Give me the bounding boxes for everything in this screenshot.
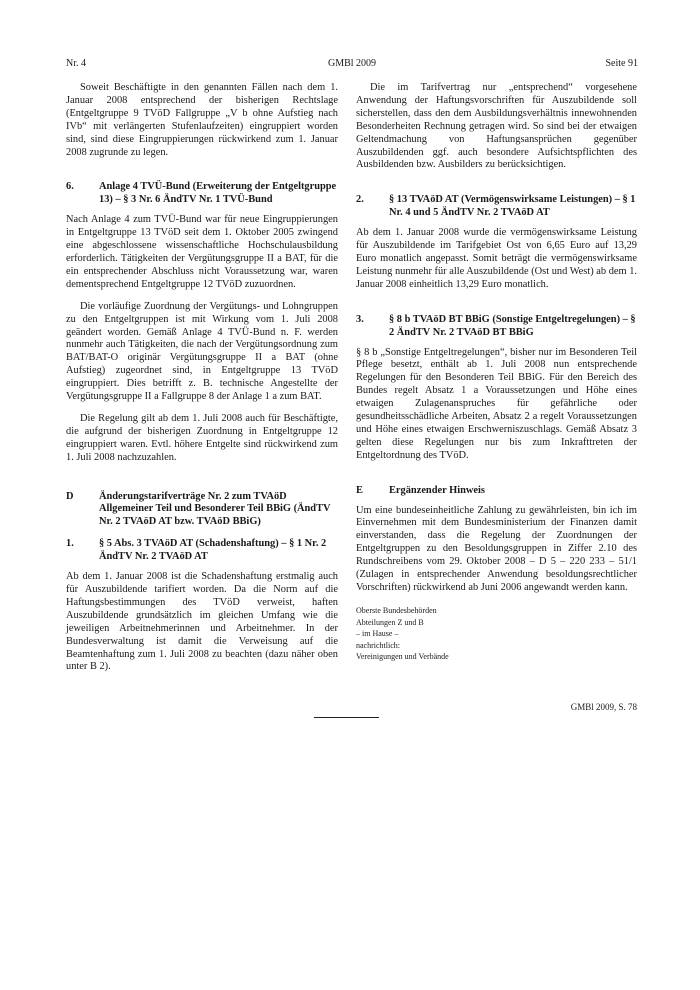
left-column: [66, 82, 338, 674]
paragraph: Ab dem 1. Januar 2008 ist die Schadenshaftung erstmalig auch für Auszubildende tarifiert worden. Da die Norm auf die Haftungsbestimmungen des TVöD verweist, haften Auszubildende grundsätzlich im gleichen Umfang wie die jeweiligen Arbeitnehmerinnen und Arbeitnehmer. In der Bundesverwaltung ist damit die Verweisung auf die Beamtenhaftung zum 1. Juli 2008 zu beachten (dazu näher oben unter B 2).: [66, 571, 338, 673]
right-column: [356, 82, 637, 663]
section-heading-d1: [66, 538, 338, 564]
paragraph: Ab dem 1. Januar 2008 wurde die vermögenswirksame Leistung für Auszubildende im Tarifgebiet Ost von 6,65 Euro auf 13,29 Euro monatlich angepasst. Somit beträgt die vermögenswirksame Leistung nunmehr für alle Auszubildende (Ost und West) ab dem 1. Januar 2008 einheitlich 13,29 Euro monatlich.: [356, 227, 637, 290]
section-heading-d2: [356, 194, 637, 220]
running-header: [66, 57, 638, 71]
section-number: 1.: [66, 538, 74, 550]
addressee-line: – im Hause –: [356, 629, 399, 639]
section-heading-e: [356, 485, 637, 498]
section-number: D: [66, 490, 74, 502]
section-title: Ergänzender Hinweis: [389, 484, 485, 496]
issue-number: Nr. 4: [66, 58, 86, 69]
journal-title: GMBl 2009: [327, 58, 377, 69]
source-reference: GMBl 2009, S. 78: [570, 702, 637, 712]
section-number: 2.: [356, 194, 364, 206]
section-number: E: [356, 484, 363, 496]
addressee-list: [356, 605, 637, 663]
section-title: § 13 TVAöD AT (Vermögenswirksame Leistungen) – § 1 Nr. 4 und 5 ÄndTV Nr. 2 TVAöD AT: [389, 194, 636, 219]
paragraph: Die Regelung gilt ab dem 1. Juli 2008 auch für Beschäftigte, die aufgrund der bisherigen Zuordnung in Entgeltgruppe 12 eingruppiert waren. Evtl. höhere Entgelte sind rückwirkend zum 1. Juli 2008 nachzuzahlen.: [66, 412, 338, 463]
paragraph: Die im Tarifvertrag nur „entsprechend“ vorgesehene Anwendung der Haftungsvorschriften für Auszubildende soll sicherstellen, dass den dem Ausbildungsverhältnis innewohnenden Besonderheiten Rechnung getragen wird. So sind bei der etwaigen Geltendmachung von Haftungsansprüchen gegenüber Auszubildenden ggf. auch besondere Aufsichtspflichten des Ausbildenden bzw. Ausbilders zu berücksichtigen.: [356, 82, 637, 171]
addressee-line: Oberste Bundesbehörden: [356, 605, 437, 615]
section-heading-d3: [356, 314, 637, 340]
section-heading-d: [66, 491, 338, 530]
addressee-line: Vereinigungen und Verbände: [356, 652, 449, 662]
end-rule: [314, 717, 379, 718]
section-title: Änderungstarifverträge Nr. 2 zum TVAöD Allgemeiner Teil und Besonderer Teil BBiG (ÄndTV Nr. 2 TVAöD AT bzw. TVAöD BBiG): [99, 490, 331, 528]
section-number: 3.: [356, 313, 364, 325]
paragraph: Nach Anlage 4 zum TVÜ-Bund war für neue Eingruppierungen in Entgeltgruppe 13 TVöD seit dem 1. Oktober 2005 zwingend eine abgeschlossene wissenschaftliche Hochschulausbildung erforderlich. Tätigkeiten der Vergütungsgruppe II a BAT, für die ein entsprechender Abschluss nicht Voraussetzung war, waren dementsprechend Entgeltgruppe 12 TVöD zuzuordnen.: [66, 214, 338, 290]
section-number: 6.: [66, 181, 74, 193]
section-title: § 8 b TVAöD BT BBiG (Sonstige Entgeltregelungen) – § 2 ÄndTV Nr. 2 TVAöD BT BBiG: [389, 313, 636, 338]
section-title: Anlage 4 TVÜ-Bund (Erweiterung der Entgeltgruppe 13) – § 3 Nr. 6 ÄndTV Nr. 1 TVÜ-Bund: [99, 181, 337, 206]
page-number: Seite 91: [605, 58, 638, 69]
paragraph: Soweit Beschäftigte in den genannten Fällen nach dem 1. Januar 2008 entsprechend der bisherigen Rechtslage (Entgeltgruppe 9 TVöD Fallgruppe „V b ohne Aufstieg nach IVb“ mit verlängerten Stufenlaufzeiten) eingruppiert worden sind, sind diese Eingruppierungen rückwirkend zum 1. Januar 2008 zugrunde zu legen.: [66, 82, 338, 158]
section-title: § 5 Abs. 3 TVAöD AT (Schadenshaftung) – § 1 Nr. 2 ÄndTV Nr. 2 TVAöD AT: [99, 538, 327, 563]
section-heading-6: [66, 181, 338, 207]
paragraph: Die vorläufige Zuordnung der Vergütungs- und Lohngruppen zu den Entgeltgruppen ist mit Wirkung vom 1. Juli 2008 geändert worden. Gemäß Anlage 4 TVÜ-Bund n. F. werden nunmehr auch Tätigkeiten, die nach der Vergütungsordnung zum BAT/BAT-O originär Vergütungsgruppe II a BAT (ohne Aufstieg) zugeordnet sind, in Entgeltgruppe 13 TVöD eingruppiert. Dies betrifft z. B. technische Angestellte der Vergütungsgruppe II a Fallgruppe 8 der Anlage 1 a zum BAT.: [66, 300, 338, 403]
addressee-line: nachrichtlich:: [356, 640, 400, 650]
paragraph: Um eine bundeseinheitliche Zahlung zu gewährleisten, bin ich im Einvernehmen mit dem Bundesministerium der Finanzen damit einverstanden, dass die Regelung der Zuordnungen der Entgeltgruppen zu den Besoldungsgruppen in Ziffer 2.10 des Rundschreibens vom 29. Oktober 2008 – D 5 – 220 233 – 51/1 (Zulagen in entsprechender Anwendung besoldungsrechtlicher Vorschriften) rückwirkend ab Juni 2006 angewandt werden kann.: [356, 504, 637, 593]
addressee-line: Abteilungen Z und B: [356, 617, 424, 627]
paragraph: § 8 b „Sonstige Entgeltregelungen“, bisher nur im Besonderen Teil Pflege besetzt, enthält ab 1. Juli 2008 nun entsprechende Regelungen für den Besonderen Teil BBiG. Für den Bereich des Bundes regelt Absatz 1 a Voraussetzungen und Höhe eines etwaigen Zulagenanspruches für gefährliche oder gesundheitsschädliche Arbeiten, Absatz 2 a regelt Voraussetzungen und Höhe eines etwaigen Erschwerniszuschlags. Gemäß Absatz 3 gelten diese Regelungen nur bis zum Inkrafttreten der Entgeltordnung des TVöD.: [356, 346, 637, 461]
